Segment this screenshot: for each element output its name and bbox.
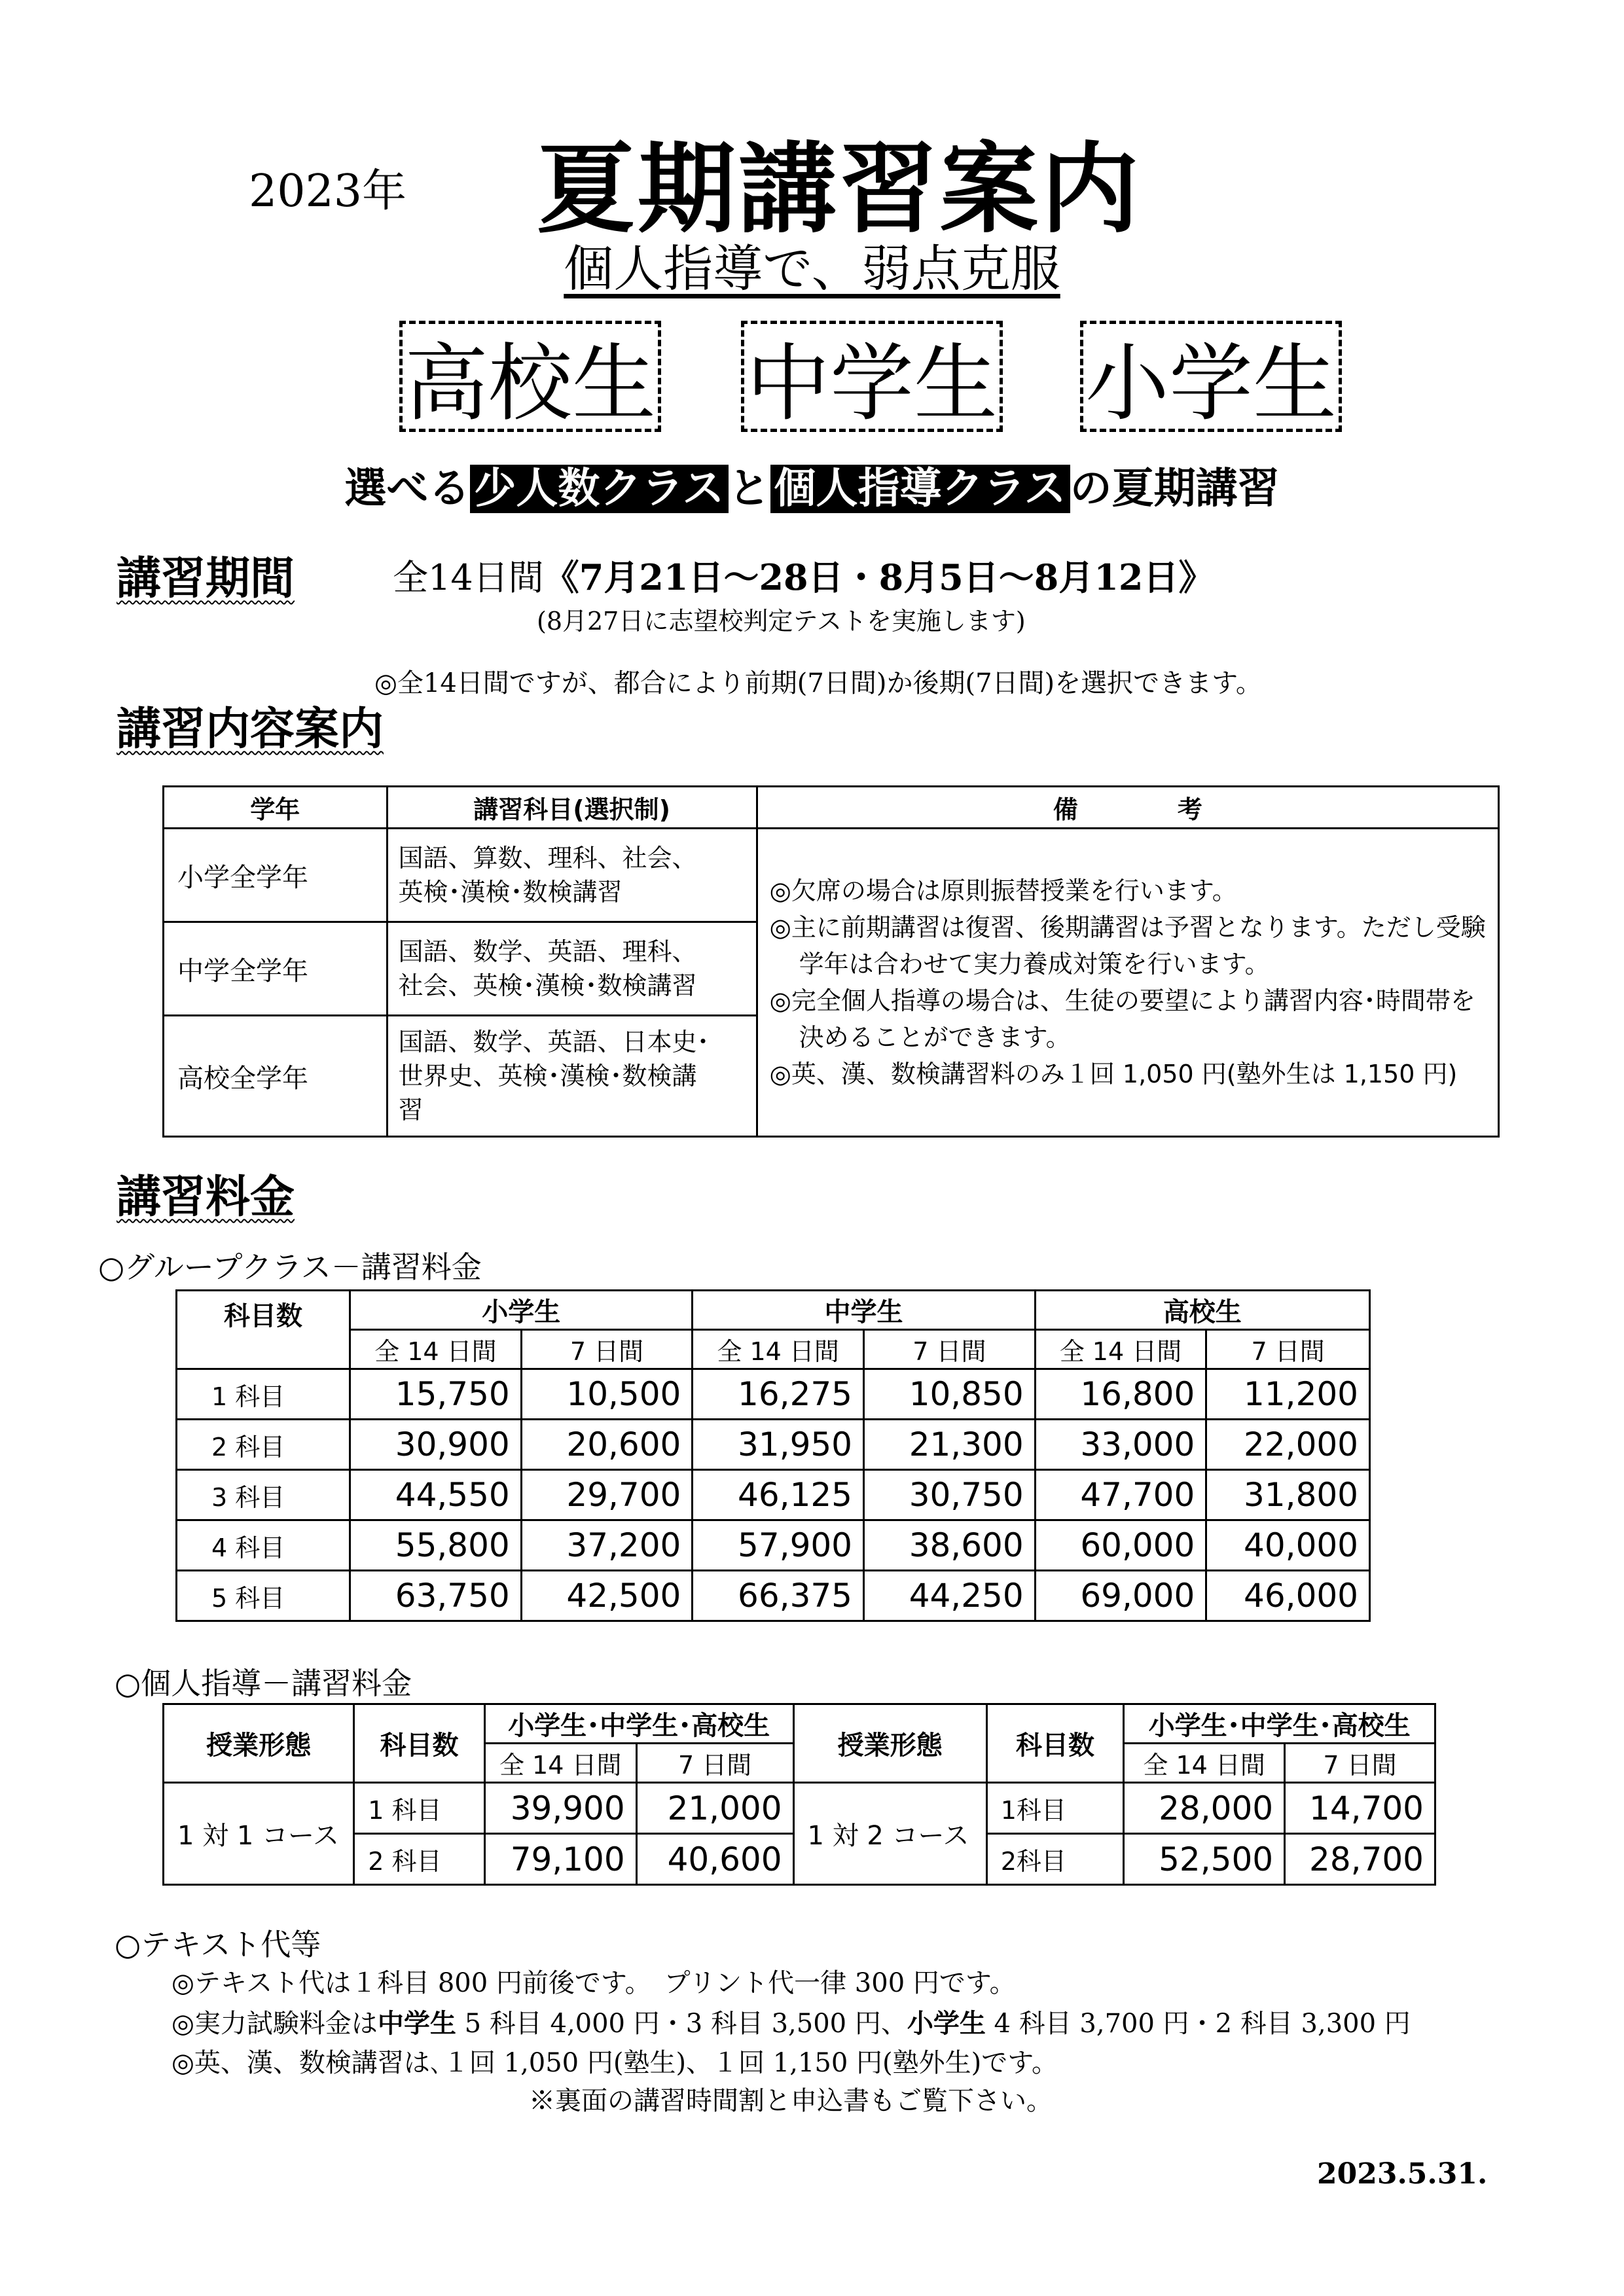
subtitle: 個人指導で、弱点克服	[564, 240, 1060, 298]
fee-cell: 46,000	[1206, 1571, 1370, 1621]
column-header-subjects: 講習科目(選択制)	[387, 787, 757, 829]
fee-cell: 47,700	[1035, 1470, 1206, 1520]
note-emphasis: 小学生	[907, 2009, 986, 2039]
row-label: 1 科目	[177, 1369, 350, 1420]
fee-cell: 40,600	[636, 1834, 793, 1885]
course-name: 1 対 1 コース	[164, 1783, 354, 1885]
fee-cell: 15,750	[350, 1369, 522, 1420]
row-label: 4 科目	[177, 1520, 350, 1571]
period-header-full: 全 14 日間	[1124, 1744, 1285, 1783]
period-header-7days: 7 日間	[521, 1330, 693, 1369]
subjects-line: 国語、数学、英語、理科、	[398, 937, 697, 966]
exam-fee-note	[171, 2003, 1411, 2040]
target-box-high-school: 高校生	[399, 321, 661, 432]
row-label: 2科目	[986, 1834, 1124, 1885]
period-header-7days: 7 日間	[1206, 1330, 1370, 1369]
column-header-grade: 学年	[164, 787, 388, 829]
fee-cell: 60,000	[1035, 1520, 1206, 1571]
remarks-cell	[757, 829, 1498, 1137]
column-header-high-school: 高校生	[1035, 1291, 1369, 1330]
note-text: 5 科目 4,000 円・3 科目 3,500 円、	[456, 2009, 907, 2039]
fee-cell: 52,500	[1124, 1834, 1285, 1885]
grade-cell: 小学全学年	[164, 829, 388, 922]
subjects-cell	[387, 922, 757, 1016]
group-fees-table	[175, 1289, 1371, 1622]
column-header-subject-count: 科目数	[177, 1291, 350, 1369]
table-row	[177, 1369, 1370, 1420]
fee-cell: 55,800	[350, 1520, 522, 1571]
section-heading-period: 講習期間	[117, 553, 295, 605]
fee-cell: 37,200	[521, 1520, 693, 1571]
fee-cell: 28,000	[1124, 1783, 1285, 1834]
note-text: 4 科目 3,700 円・2 科目 3,300 円	[985, 2009, 1411, 2039]
fee-cell: 22,000	[1206, 1420, 1370, 1470]
column-header-elementary: 小学生	[350, 1291, 693, 1330]
table-row	[177, 1520, 1370, 1571]
remark-item: ◎英、漢、数検講習料のみ１回 1,050 円(塾外生は 1,150 円)	[769, 1060, 1458, 1088]
row-label: 5 科目	[177, 1571, 350, 1621]
column-header-levels: 小学生･中学生･高校生	[1124, 1704, 1435, 1744]
period-header-full: 全 14 日間	[350, 1330, 522, 1369]
fee-cell: 63,750	[350, 1571, 522, 1621]
period-header-7days: 7 日間	[636, 1744, 793, 1783]
year-label: 2023年	[249, 166, 407, 217]
fee-cell: 42,500	[521, 1571, 693, 1621]
tagline-highlight-individual-class: 個人指導クラス	[770, 465, 1070, 513]
grade-cell: 高校全学年	[164, 1016, 388, 1137]
remark-item: ◎主に前期講習は復習、後期講習は予習となります。ただし受験学年は合わせて実力養成対策を行います。	[769, 913, 1486, 978]
tagline-highlight-small-class: 少人数クラス	[470, 465, 728, 513]
subjects-cell	[387, 829, 757, 922]
column-header-remarks: 備 考	[757, 787, 1498, 829]
subjects-line: 習	[398, 1096, 424, 1124]
fee-cell: 21,000	[636, 1783, 793, 1834]
fee-cell: 29,700	[521, 1470, 693, 1520]
row-label: 1 科目	[354, 1783, 485, 1834]
remark-item: ◎欠席の場合は原則振替授業を行います。	[769, 876, 1237, 905]
fee-cell: 30,750	[864, 1470, 1036, 1520]
row-label: 1科目	[986, 1783, 1124, 1834]
period-dates: 《7月21日～28日・8月5日～8月12日》	[543, 556, 1214, 598]
subjects-line: 国語、数学、英語、日本史･	[398, 1028, 710, 1056]
fee-cell: 66,375	[693, 1571, 864, 1621]
tagline-part: と	[728, 465, 770, 513]
table-row	[177, 1571, 1370, 1621]
remark-item: ◎完全個人指導の場合は、生徒の要望により講習内容･時間帯を決めることができます。	[769, 986, 1475, 1052]
fee-cell: 40,000	[1206, 1520, 1370, 1571]
table-row	[164, 829, 1499, 922]
row-label: 2 科目	[354, 1834, 485, 1885]
section-heading-contents: 講習内容案内	[117, 704, 384, 755]
fee-cell: 28,700	[1285, 1834, 1435, 1885]
fee-cell: 57,900	[693, 1520, 864, 1571]
subjects-line: 英検･漢検･数検講習	[398, 878, 623, 906]
period-note: (8月27日に志望校判定テストを実施します)	[537, 607, 1026, 636]
fee-cell: 30,900	[350, 1420, 522, 1470]
column-header-subject-count: 科目数	[986, 1704, 1124, 1783]
column-header-subject-count: 科目数	[354, 1704, 485, 1783]
period-header-7days: 7 日間	[864, 1330, 1036, 1369]
individual-fees-label: ○個人指導－講習料金	[115, 1666, 412, 1701]
back-page-note: ※裏面の講習時間割と申込書もご覧下さい。	[529, 2086, 1053, 2116]
tagline-part: 選べる	[344, 465, 471, 513]
individual-fees-table	[162, 1703, 1436, 1886]
target-box-junior-high: 中学生	[741, 321, 1003, 432]
fee-cell: 31,800	[1206, 1470, 1370, 1520]
period-header-full: 全 14 日間	[1035, 1330, 1206, 1369]
period-main	[393, 550, 1214, 600]
subjects-line: 社会、英検･漢検･数検講習	[398, 971, 697, 1000]
column-header-format: 授業形態	[793, 1704, 986, 1783]
fee-cell: 16,800	[1035, 1369, 1206, 1420]
column-header-format: 授業形態	[164, 1704, 354, 1783]
fee-cell: 10,500	[521, 1369, 693, 1420]
fee-cell: 44,550	[350, 1470, 522, 1520]
fee-cell: 16,275	[693, 1369, 864, 1420]
fee-cell: 11,200	[1206, 1369, 1370, 1420]
fee-cell: 39,900	[484, 1783, 636, 1834]
fee-cell: 46,125	[693, 1470, 864, 1520]
table-row	[177, 1420, 1370, 1470]
fee-cell: 79,100	[484, 1834, 636, 1885]
period-header-7days: 7 日間	[1285, 1744, 1435, 1783]
table-row	[177, 1470, 1370, 1520]
fee-cell: 20,600	[521, 1420, 693, 1470]
tagline-part: の夏期講習	[1070, 465, 1280, 513]
fee-cell: 38,600	[864, 1520, 1036, 1571]
course-name: 1 対 2 コース	[793, 1783, 986, 1885]
subjects-cell	[387, 1016, 757, 1137]
exam-course-fee-note: ◎英、漢、数検講習は､１回 1,050 円(塾生)、１回 1,150 円(塾外生)です。	[171, 2048, 1058, 2078]
subjects-line: 国語、算数、理科、社会、	[398, 844, 697, 872]
group-fees-label: ○グループクラス－講習料金	[98, 1249, 482, 1285]
column-header-junior-high: 中学生	[693, 1291, 1035, 1330]
period-header-full: 全 14 日間	[693, 1330, 864, 1369]
target-box-elementary: 小学生	[1080, 321, 1342, 432]
fee-cell: 33,000	[1035, 1420, 1206, 1470]
subjects-line: 世界史、英検･漢検･数検講	[398, 1062, 697, 1090]
note-emphasis: 中学生	[377, 2009, 456, 2039]
issue-date: 2023.5.31.	[1317, 2157, 1488, 2191]
column-header-levels: 小学生･中学生･高校生	[484, 1704, 793, 1744]
row-label: 2 科目	[177, 1420, 350, 1470]
table-row	[164, 1783, 1435, 1834]
period-option: ◎全14日間ですが、都合により前期(7日間)か後期(7日間)を選択できます。	[374, 668, 1262, 698]
fee-cell: 44,250	[864, 1571, 1036, 1621]
fee-cell: 69,000	[1035, 1571, 1206, 1621]
period-prefix: 全14日間	[393, 557, 544, 598]
fee-cell: 10,850	[864, 1369, 1036, 1420]
contents-table	[162, 785, 1500, 1138]
tagline	[0, 455, 1624, 515]
note-text: ◎実力試験料金は	[171, 2009, 378, 2039]
grade-cell: 中学全学年	[164, 922, 388, 1016]
text-fees-label: ○テキスト代等	[115, 1927, 321, 1962]
fee-cell: 31,950	[693, 1420, 864, 1470]
fee-cell: 14,700	[1285, 1783, 1435, 1834]
fee-cell: 21,300	[864, 1420, 1036, 1470]
period-header-full: 全 14 日間	[484, 1744, 636, 1783]
section-heading-fees: 講習料金	[117, 1172, 295, 1223]
text-fee-note: ◎テキスト代は１科目 800 円前後です。 プリント代一律 300 円です。	[171, 1968, 1016, 1998]
row-label: 3 科目	[177, 1470, 350, 1520]
page-title: 夏期講習案内	[537, 133, 1142, 247]
